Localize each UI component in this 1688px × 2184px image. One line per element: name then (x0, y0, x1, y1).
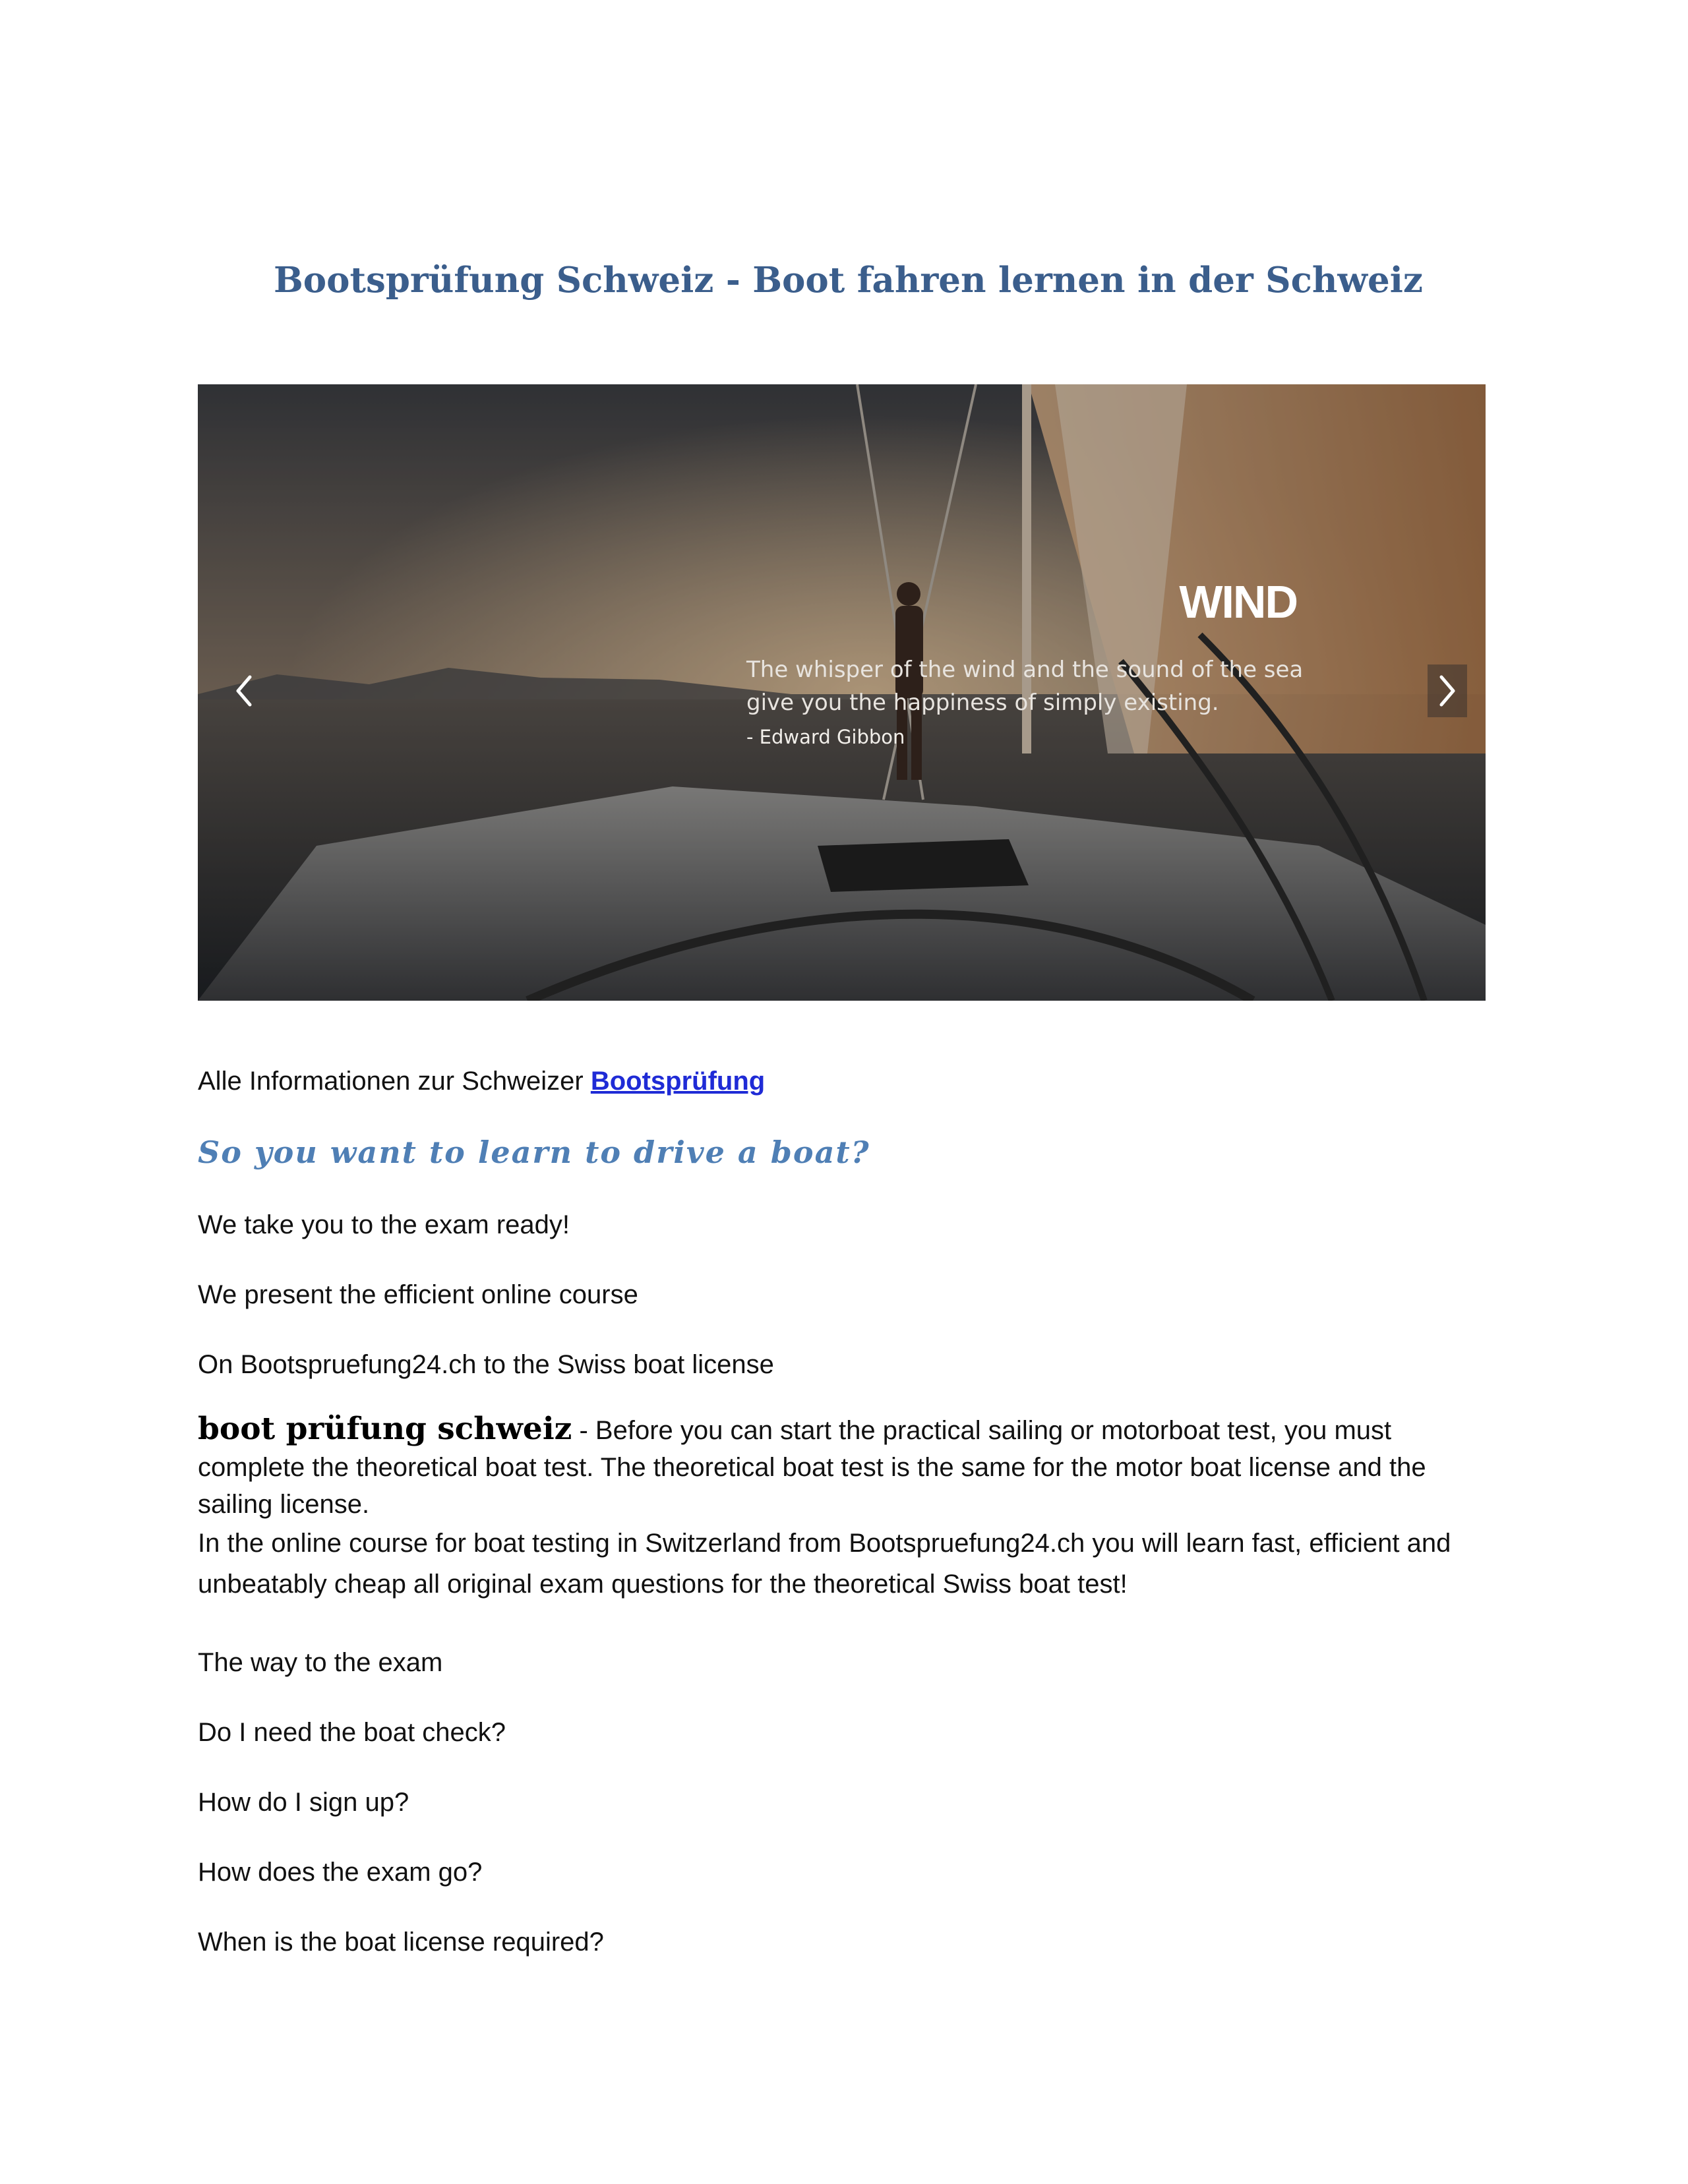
slide-author: - Edward Gibbon (746, 726, 905, 748)
line-exam-ready: We take you to the exam ready! (198, 1210, 570, 1239)
boat-test-paragraph (198, 1411, 1490, 1605)
chevron-left-icon (234, 674, 254, 707)
faq-item: How do I sign up? (198, 1788, 409, 1817)
faq-item: The way to the exam (198, 1648, 443, 1677)
chevron-right-icon (1437, 674, 1457, 707)
paragraph-text-2: In the online course for boat testing in Switzerland from Bootspruefung24.ch you will learn fast, efficient and unbeatably cheap all original exam questions for the theoretical Swiss boat test! (198, 1529, 1451, 1599)
hero-slider[interactable] (198, 384, 1486, 1001)
paragraph-text-1: - Before you can start the practical sailing or motorboat test, you must complete the theoretical boat test. The theoretical boat test is the same for the motor boat license and the sailing license. (198, 1416, 1426, 1519)
slider-prev-button[interactable] (224, 664, 264, 717)
page-title: Bootsprüfung Schweiz - Boot fahren lernen in der Schweiz (274, 260, 1423, 301)
keyword: boot prüfung schweiz (198, 1411, 572, 1447)
faq-item: How does the exam go? (198, 1858, 483, 1887)
subheading: So you want to learn to drive a boat? (198, 1135, 870, 1170)
bootspruefung-link[interactable]: Bootsprüfung (590, 1067, 766, 1096)
slide-quote: The whisper of the wind and the sound of the sea give you the happiness of simply existing. (746, 657, 1304, 716)
faq-item: Do I need the boat check? (198, 1718, 506, 1747)
intro-paragraph (198, 1063, 765, 1100)
slide-heading: WIND (1179, 576, 1297, 628)
slider-next-button[interactable] (1428, 664, 1467, 717)
line-online-course: We present the efficient online course (198, 1280, 638, 1309)
intro-text: Alle Informationen zur Schweizer (198, 1067, 591, 1096)
line-boat-license: On Bootspruefung24.ch to the Swiss boat license (198, 1350, 774, 1379)
faq-item: When is the boat license required? (198, 1928, 604, 1957)
